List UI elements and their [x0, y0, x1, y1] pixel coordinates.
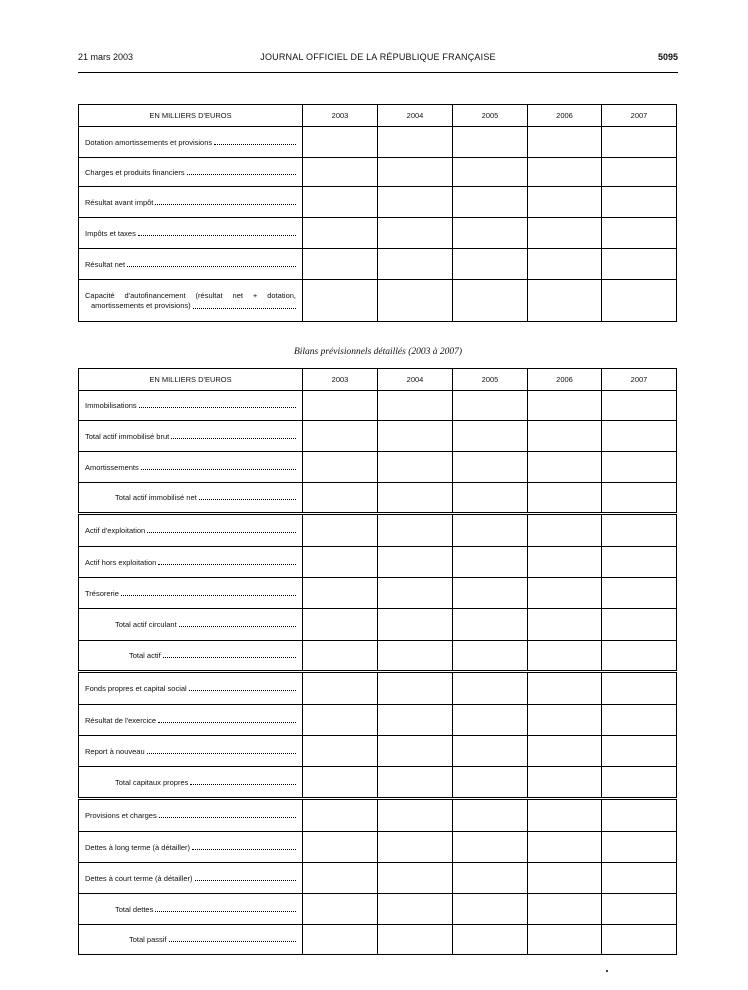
scan-speck: [606, 970, 608, 972]
column-header-label: EN MILLIERS D'EUROS: [79, 105, 303, 127]
table-row: [79, 609, 677, 641]
table-cell[interactable]: [303, 925, 378, 955]
table-cell[interactable]: [303, 894, 378, 925]
table-cell[interactable]: [303, 218, 378, 249]
table-row: [79, 894, 677, 925]
row-label-text: Total dettes: [115, 904, 154, 914]
dotted-leader: [147, 532, 296, 533]
row-label-text: Actif d'exploitation: [85, 526, 146, 535]
table-cell[interactable]: [303, 280, 378, 322]
row-label-text: Résultat net: [85, 259, 126, 269]
table-cell[interactable]: [453, 736, 528, 767]
table-cell[interactable]: [453, 799, 528, 832]
table-cell[interactable]: [453, 158, 528, 187]
dotted-leader: [214, 144, 296, 145]
row-label: [79, 578, 303, 609]
table-cell[interactable]: [602, 863, 677, 894]
column-header-year: 2007: [602, 369, 677, 391]
table-row: [79, 672, 677, 705]
table-cell[interactable]: [453, 452, 528, 483]
row-label-text: Actif hors exploitation: [85, 557, 157, 567]
table-cell[interactable]: [303, 767, 378, 799]
table-row: [79, 452, 677, 483]
table-cell[interactable]: [378, 832, 453, 863]
table-cell[interactable]: [602, 421, 677, 452]
table-row: [79, 767, 677, 799]
row-label: [79, 799, 303, 832]
table-row: [79, 280, 677, 322]
page-header: [78, 52, 678, 68]
dotted-leader: [138, 235, 296, 236]
table-cell[interactable]: [453, 421, 528, 452]
table-cell[interactable]: [528, 391, 602, 421]
table-cell[interactable]: [378, 799, 453, 832]
dotted-leader: [139, 407, 296, 408]
table-cell[interactable]: [528, 158, 602, 187]
table-cell[interactable]: [378, 609, 453, 641]
table-cell[interactable]: [453, 894, 528, 925]
row-label-text: Provisions et charges: [85, 811, 157, 820]
table-row: [79, 547, 677, 578]
dotted-leader: [163, 657, 296, 658]
table-cell[interactable]: [453, 547, 528, 578]
table-row: [79, 187, 677, 218]
table-cell[interactable]: [453, 514, 528, 547]
table-row: [79, 578, 677, 609]
table-cell[interactable]: [528, 218, 602, 249]
table-cell[interactable]: [378, 280, 453, 322]
dotted-leader: [127, 266, 296, 267]
column-header-label: EN MILLIERS D'EUROS: [79, 369, 303, 391]
dotted-leader: [192, 849, 296, 850]
column-header-year: 2004: [378, 369, 453, 391]
table-cell[interactable]: [602, 127, 677, 158]
dotted-leader: [171, 438, 296, 439]
table-cell[interactable]: [378, 127, 453, 158]
row-label: [79, 127, 303, 158]
table-cell[interactable]: [378, 421, 453, 452]
table-cell[interactable]: [378, 863, 453, 894]
table-row: [79, 799, 677, 832]
table-cell[interactable]: [528, 799, 602, 832]
table-cell[interactable]: [528, 705, 602, 736]
column-header-year: 2007: [602, 105, 677, 127]
row-label: [79, 894, 303, 925]
table-cell[interactable]: [303, 391, 378, 421]
table-cell[interactable]: [602, 218, 677, 249]
row-label: [79, 672, 303, 705]
table-row: [79, 127, 677, 158]
table-cell[interactable]: [602, 483, 677, 514]
row-label: [79, 832, 303, 863]
table-cell[interactable]: [602, 767, 677, 799]
table-cell[interactable]: [303, 452, 378, 483]
table-cell[interactable]: [303, 514, 378, 547]
table-cell[interactable]: [602, 641, 677, 672]
column-header-year: 2005: [453, 105, 528, 127]
row-label-text: amortissements et provisions): [91, 300, 191, 310]
table-cell[interactable]: [528, 514, 602, 547]
column-header-year: 2003: [303, 105, 378, 127]
row-label: [79, 421, 303, 452]
table-cell[interactable]: [378, 158, 453, 187]
header-title: JOURNAL OFFICIEL DE LA RÉPUBLIQUE FRANÇAISE: [260, 52, 496, 62]
row-label-text: Total actif circulant: [115, 620, 177, 629]
table-cell[interactable]: [378, 547, 453, 578]
table-cell[interactable]: [303, 483, 378, 514]
row-label: [79, 925, 303, 955]
dotted-leader: [195, 880, 296, 881]
row-label-text: Dettes à long terme (à détailler): [85, 842, 191, 852]
column-header-year: 2005: [453, 369, 528, 391]
table-row: [79, 483, 677, 514]
table-cell[interactable]: [528, 609, 602, 641]
table-cell[interactable]: [602, 736, 677, 767]
table-cell[interactable]: [378, 452, 453, 483]
table-cell[interactable]: [453, 767, 528, 799]
row-label-text: Capacité d'autofinancement (résultat net + dotation,: [85, 290, 296, 300]
table-cell[interactable]: [378, 578, 453, 609]
table-header-row: [79, 369, 677, 391]
dotted-leader: [155, 204, 296, 205]
row-label: [79, 280, 303, 322]
table-cell[interactable]: [303, 705, 378, 736]
row-label-text: Total actif immobilisé net: [115, 493, 197, 502]
table-row: [79, 925, 677, 955]
dotted-leader: [141, 469, 296, 470]
dotted-leader: [121, 595, 296, 596]
table-row: [79, 218, 677, 249]
row-label: [79, 514, 303, 547]
table-cell[interactable]: [453, 187, 528, 218]
row-label-text: Total actif immobilisé brut: [85, 431, 170, 441]
table-cell[interactable]: [453, 249, 528, 280]
dotted-leader: [169, 941, 296, 942]
table-cell[interactable]: [303, 672, 378, 705]
table-cell[interactable]: [528, 483, 602, 514]
table-row: [79, 832, 677, 863]
table-cell[interactable]: [453, 672, 528, 705]
table-row: [79, 249, 677, 280]
table-cell[interactable]: [378, 483, 453, 514]
row-label: [79, 391, 303, 421]
row-label: [79, 483, 303, 514]
dotted-leader: [147, 753, 296, 754]
table-cell[interactable]: [528, 280, 602, 322]
table-row: [79, 863, 677, 894]
table-cell[interactable]: [378, 641, 453, 672]
table-cell[interactable]: [303, 578, 378, 609]
row-label-text: Impôts et taxes: [85, 228, 136, 238]
table-cell[interactable]: [453, 483, 528, 514]
dotted-leader: [189, 690, 296, 691]
row-label: [79, 863, 303, 894]
table-cell[interactable]: [528, 127, 602, 158]
table-cell[interactable]: [528, 547, 602, 578]
row-label-text: Amortissements: [85, 462, 139, 472]
row-label-text: Immobilisations: [85, 401, 137, 410]
table-cell[interactable]: [453, 863, 528, 894]
table-bilans-previsionnels: [78, 368, 677, 955]
dotted-leader: [158, 564, 296, 565]
table-cell[interactable]: [303, 609, 378, 641]
table-cell[interactable]: [528, 736, 602, 767]
table-cell[interactable]: [602, 609, 677, 641]
table-compte-resultat: [78, 104, 677, 322]
table-cell[interactable]: [378, 391, 453, 421]
column-header-year: 2003: [303, 369, 378, 391]
table-cell[interactable]: [528, 767, 602, 799]
dotted-leader: [155, 911, 296, 912]
table-caption: Bilans prévisionnels détaillés (2003 à 2007): [293, 347, 463, 357]
table-cell[interactable]: [602, 452, 677, 483]
table-cell[interactable]: [303, 641, 378, 672]
table-cell[interactable]: [602, 391, 677, 421]
row-label-text: Résultat avant impôt: [85, 197, 154, 207]
table-cell[interactable]: [453, 609, 528, 641]
table-cell[interactable]: [528, 421, 602, 452]
row-label: [79, 158, 303, 187]
table-header-row: [79, 105, 677, 127]
table-cell[interactable]: [378, 894, 453, 925]
table-cell[interactable]: [528, 452, 602, 483]
table-cell[interactable]: [303, 799, 378, 832]
table-cell[interactable]: [602, 187, 677, 218]
row-label-text: Dettes à court terme (à détailler): [85, 873, 193, 883]
table-cell[interactable]: [528, 925, 602, 955]
table-cell[interactable]: [528, 187, 602, 218]
table-cell[interactable]: [303, 158, 378, 187]
row-label: [79, 705, 303, 736]
table-cell[interactable]: [602, 578, 677, 609]
table-cell[interactable]: [528, 832, 602, 863]
dotted-leader: [158, 722, 296, 723]
table-cell[interactable]: [453, 578, 528, 609]
row-label-text: Total passif: [129, 935, 167, 944]
table-cell[interactable]: [378, 249, 453, 280]
table-cell[interactable]: [453, 641, 528, 672]
row-label: [79, 641, 303, 672]
table-cell[interactable]: [378, 218, 453, 249]
table-row: [79, 158, 677, 187]
row-label: [79, 249, 303, 280]
table-cell[interactable]: [303, 421, 378, 452]
row-label-text: Dotation amortissements et provisions: [85, 137, 213, 147]
row-label: [79, 736, 303, 767]
table-cell[interactable]: [602, 672, 677, 705]
table-cell[interactable]: [602, 705, 677, 736]
row-label: [79, 767, 303, 799]
table-row: [79, 705, 677, 736]
table-cell[interactable]: [378, 672, 453, 705]
row-label-text: Report à nouveau: [85, 746, 145, 756]
row-label: [79, 187, 303, 218]
table-row: [79, 421, 677, 452]
table-cell[interactable]: [378, 767, 453, 799]
column-header-year: 2006: [528, 369, 602, 391]
column-header-year: 2004: [378, 105, 453, 127]
row-label: [79, 218, 303, 249]
dotted-leader: [190, 784, 296, 785]
row-label-text: Total capitaux propres: [115, 777, 189, 787]
row-label: [79, 547, 303, 578]
table-cell[interactable]: [528, 894, 602, 925]
table-cell[interactable]: [602, 280, 677, 322]
table-cell[interactable]: [453, 127, 528, 158]
table-cell[interactable]: [303, 187, 378, 218]
table-cell[interactable]: [453, 925, 528, 955]
table-cell[interactable]: [378, 925, 453, 955]
table-cell[interactable]: [528, 672, 602, 705]
table-cell[interactable]: [528, 863, 602, 894]
column-header-year: 2006: [528, 105, 602, 127]
table-cell[interactable]: [378, 705, 453, 736]
table-cell[interactable]: [453, 391, 528, 421]
table-row: [79, 514, 677, 547]
header-divider: [78, 72, 678, 73]
table-cell[interactable]: [453, 280, 528, 322]
table-cell[interactable]: [303, 547, 378, 578]
row-label-text: Charges et produits financiers: [85, 167, 185, 177]
table-cell[interactable]: [378, 514, 453, 547]
table-cell[interactable]: [602, 514, 677, 547]
row-label: [79, 609, 303, 641]
table-cell[interactable]: [303, 127, 378, 158]
table-cell[interactable]: [453, 218, 528, 249]
table-row: [79, 736, 677, 767]
row-label: [79, 452, 303, 483]
dotted-leader: [159, 817, 296, 818]
row-label-text: Trésorerie: [85, 588, 119, 598]
dotted-leader: [199, 499, 296, 500]
table-cell[interactable]: [528, 641, 602, 672]
table-cell[interactable]: [453, 832, 528, 863]
table-cell[interactable]: [602, 894, 677, 925]
header-page-number: 5095: [657, 52, 678, 62]
header-date: 21 mars 2003: [78, 52, 134, 62]
table-cell[interactable]: [528, 249, 602, 280]
row-label-text: Fonds propres et capital social: [85, 684, 187, 693]
dotted-leader: [193, 308, 296, 309]
table-row: [79, 641, 677, 672]
table-cell[interactable]: [303, 832, 378, 863]
table-cell[interactable]: [378, 187, 453, 218]
table-cell[interactable]: [602, 158, 677, 187]
table-row: [79, 391, 677, 421]
row-label-text: Résultat de l'exercice: [85, 715, 157, 725]
table-cell[interactable]: [303, 249, 378, 280]
table-cell[interactable]: [528, 578, 602, 609]
table-cell[interactable]: [602, 832, 677, 863]
table-cell[interactable]: [602, 925, 677, 955]
table-cell[interactable]: [602, 547, 677, 578]
dotted-leader: [187, 174, 296, 175]
dotted-leader: [179, 626, 296, 627]
row-label-text: Total actif: [129, 651, 161, 660]
table-cell[interactable]: [303, 863, 378, 894]
table-cell[interactable]: [303, 736, 378, 767]
table-cell[interactable]: [453, 705, 528, 736]
table-cell[interactable]: [602, 249, 677, 280]
table-cell[interactable]: [378, 736, 453, 767]
table-cell[interactable]: [602, 799, 677, 832]
